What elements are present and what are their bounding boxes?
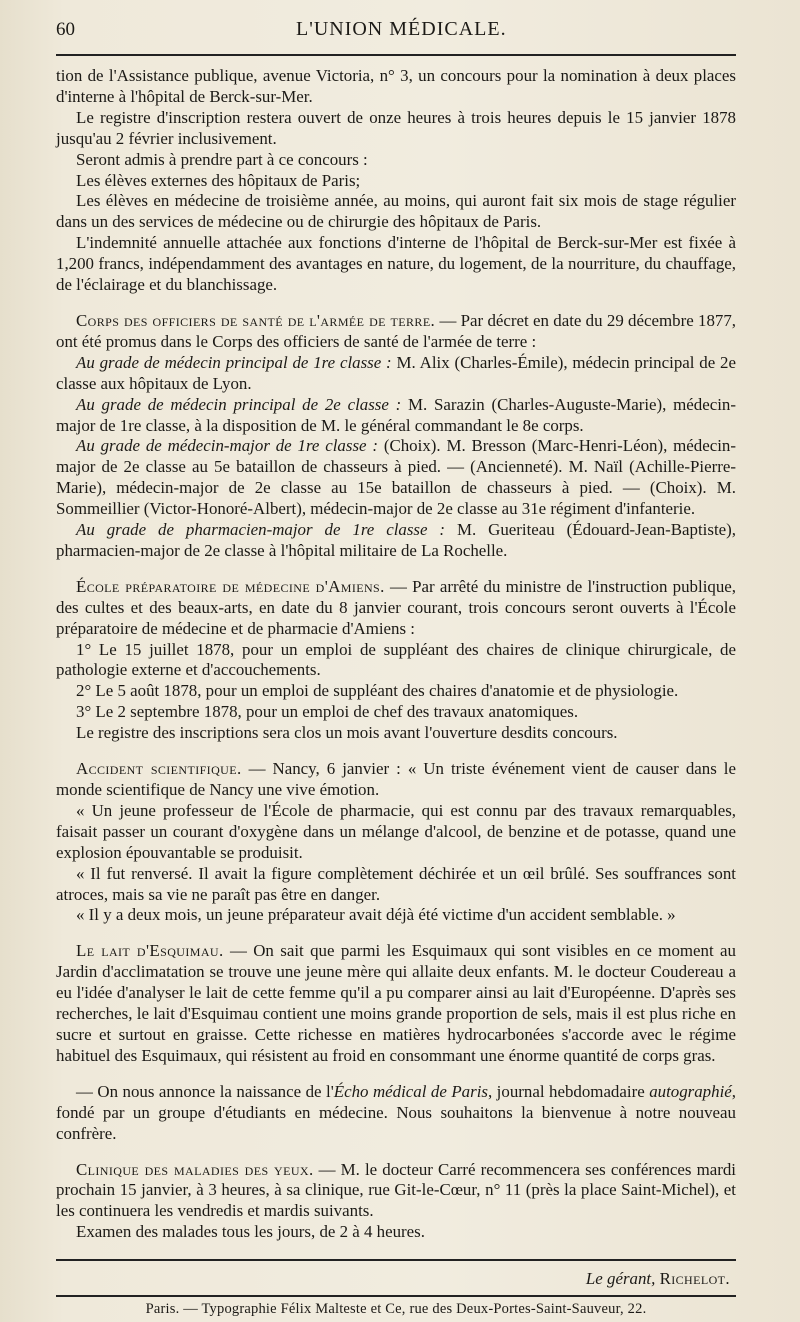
- section-heading: Corps des officiers de santé de l'armée de terre.: [76, 310, 436, 330]
- corps-section: [56, 311, 736, 353]
- promotion-paragraph: [56, 353, 736, 395]
- section-heading: École préparatoire de médecine d'Amiens.: [76, 576, 385, 596]
- concours-item: 3° Le 2 septembre 1878, pour un emploi de chef des travaux anatomiques.: [76, 702, 579, 722]
- section-text: — Nancy, 6 janvier : « Un triste événement vient de causer dans le monde scientifique de Nancy une vive émotion.: [56, 759, 736, 799]
- echo-paragraph: [56, 1082, 736, 1145]
- berck-paragraph: Les élèves externes des hôpitaux de Paris;: [76, 170, 361, 190]
- gerant-signature: [56, 1269, 730, 1289]
- section-heading: Le lait d'Esquimau.: [76, 941, 224, 961]
- grade-label: Au grade de médecin principal de 2e classe :: [76, 394, 402, 414]
- promotion-text: M. Alix (Charles-Émile), médecin principal de 2e classe aux hôpitaux de Lyon.: [56, 352, 736, 393]
- grade-label: Au grade de médecin principal de 1re classe :: [76, 352, 392, 372]
- running-title: L'UNION MÉDICALE.: [296, 18, 507, 40]
- header-rule: [56, 54, 736, 56]
- promotion-text: M. Gueriteau (Édouard-Jean-Baptiste), pharmacien-major de 2e classe à l'hôpital militaire de La Rochelle.: [56, 520, 736, 560]
- section-heading: Clinique des maladies des yeux.: [76, 1159, 314, 1179]
- promotion-text: M. Sarazin (Charles-Auguste-Marie), médecin-major de 1re classe, à la disposition de M. le général commandant le 8e corps.: [56, 394, 736, 435]
- article-body: [56, 66, 736, 1243]
- clinique-exam: Examen des malades tous les jours, de 2 à 4 heures.: [76, 1222, 425, 1242]
- echo-text: — On nous annonce la naissance de l': [76, 1081, 334, 1101]
- berck-paragraph: Le registre d'inscription restera ouvert de onze heures à trois heures depuis le 15 janvier 1878 jusqu'au 2 février inclusivement.: [56, 107, 736, 148]
- accident-section: [56, 759, 736, 801]
- lait-section: [56, 941, 736, 1066]
- promotion-paragraph: [56, 436, 736, 520]
- gerant-label: Le gérant,: [585, 1269, 656, 1289]
- section-text: — M. le docteur Carré recommencera ses conférences mardi prochain 15 janvier, à 3 heures, à sa clinique, rue Git-le-Cœur, n° 11 (près la place Saint-Michel), et les continuera les vendredis et mardis suivants.: [56, 1159, 736, 1221]
- clinique-section: [56, 1160, 736, 1223]
- grade-label: Au grade de pharmacien-major de 1re classe :: [76, 520, 446, 540]
- accident-paragraph: « Il fut renversé. Il avait la figure complètement déchirée et un œil brûlé. Ses souffrances sont atroces, mais sa vie ne paraît pas être en danger.: [56, 863, 736, 904]
- berck-paragraph: tion de l'Assistance publique, avenue Victoria, n° 3, un concours pour la nomination à deux places d'interne à l'hôpital de Berck-sur-Mer.: [56, 66, 736, 106]
- berck-paragraph: Les élèves en médecine de troisième année, au moins, qui auront fait six mois de stage régulier dans un des services de médecine ou de chirurgie des hôpitaux de Paris.: [56, 191, 736, 232]
- concours-item: 1° Le 15 juillet 1878, pour un emploi de suppléant des chaires de clinique chirurgicale, de pathologie externe et d'accouchements.: [56, 639, 736, 680]
- printer-imprint: Paris. — Typographie Félix Malteste et Ce, rue des Deux-Portes-Saint-Sauveur, 22.: [145, 1301, 647, 1318]
- journal-title: Écho médical de Paris: [333, 1081, 488, 1101]
- echo-text: , fondé par un groupe d'étudiants en médecine. Nous souhaitons la bienvenue à notre nouveau confrère.: [56, 1081, 736, 1143]
- ecole-closing: Le registre des inscriptions sera clos un mois avant l'ouverture desdits concours.: [76, 723, 618, 743]
- ecole-section: [56, 577, 736, 640]
- promotion-text: (Choix). M. Bresson (Marc-Henri-Léon), médecin-major de 2e classe au 5e bataillon de chasseurs à pied. — (Ancienneté). M. Naïl (Achille-Pierre-Marie), médecin-major de 2e classe au 15e bataillon de chasseurs à pied. — (Choix). M. Sommeillier (Victor-Honoré-Albert), médecin-major de 2e classe au 31e régiment d'infanterie.: [56, 436, 737, 519]
- berck-paragraph: L'indemnité annuelle attachée aux fonctions d'interne de l'hôpital de Berck-sur-Mer est fixée à 1,200 francs, indépendamment des avantages en nature, du logement, de la nourriture, du chauffage, de l'éclairage et du blanchissage.: [56, 233, 736, 295]
- promotion-paragraph: [56, 395, 736, 437]
- section-text: — Par décret en date du 29 décembre 1877, ont été promus dans le Corps des officiers de santé de l'armée de terre :: [56, 310, 736, 351]
- echo-text: , journal hebdomadaire: [487, 1081, 650, 1101]
- page-header: [56, 18, 736, 52]
- page-number: 60: [56, 19, 75, 40]
- imprint-rule: [56, 1295, 736, 1297]
- promotion-paragraph: [56, 520, 736, 562]
- gerant-name: Richelot.: [659, 1269, 730, 1289]
- section-heading: Accident scientifique.: [76, 759, 242, 779]
- berck-paragraph: Seront admis à prendre part à ce concours :: [76, 149, 368, 169]
- accident-paragraph: « Un jeune professeur de l'École de pharmacie, qui est connu par des travaux remarquables, faisait passer un courant d'oxygène dans un mélange d'alcool, de benzine et de potasse, quand une explosion épouvantable se produisit.: [56, 800, 736, 862]
- accident-paragraph: « Il y a deux mois, un jeune préparateur avait déjà été victime d'un accident semblable. »: [76, 905, 676, 925]
- grade-label: Au grade de médecin-major de 1re classe :: [76, 436, 378, 456]
- concours-item: 2° Le 5 août 1878, pour un emploi de suppléant des chaires d'anatomie et de physiologie.: [76, 681, 679, 701]
- section-text: — Par arrêté du ministre de l'instruction publique, des cultes et des beaux-arts, en date du 8 janvier courant, trois concours seront ouverts à l'École préparatoire de médecine et de pharmacie d'Amiens :: [56, 576, 736, 638]
- autographie-word: autographié: [649, 1081, 732, 1101]
- section-text: — On sait que parmi les Esquimaux qui sont visibles en ce moment au Jardin d'acclimatation se trouve une jeune mère qui allaite deux enfants. M. le docteur Coudereau a eu l'idée d'analyser le lait de cette femme qu'il a pu comparer ainsi au lait d'Européenne. D'après ses recherches, le lait d'Esquimau contient une moins grande proportion de sels, mais il est plus riche en sucre et surtout en graisse. Cette richesse en matières hydrocarbonées s'accorde avec le régime habituel des Esquimaux, qui résistent au froid en consommant une énorme quantité de corps gras.: [56, 941, 736, 1065]
- footer-rule: [56, 1259, 736, 1261]
